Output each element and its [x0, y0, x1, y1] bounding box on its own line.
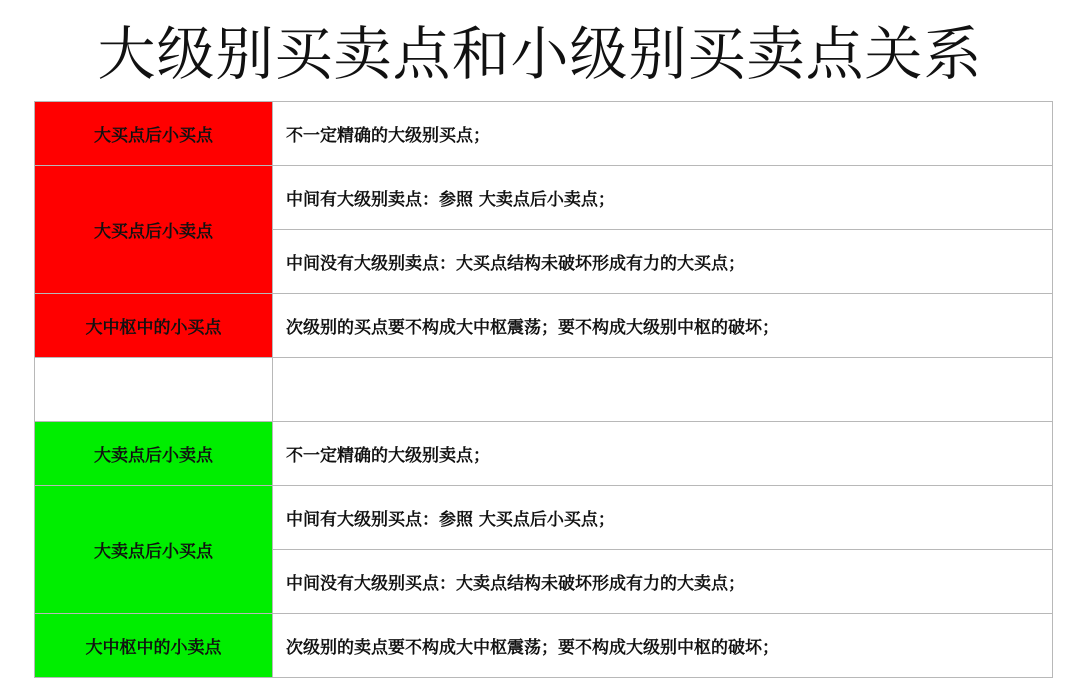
- table-row: [35, 102, 1053, 166]
- page-title: 大级别买卖点和小级别买卖点关系: [97, 20, 983, 88]
- row-description: 次级别的买点要不构成大中枢震荡；要不构成大级别中枢的破坏；: [273, 294, 1053, 358]
- table-row-separator: [35, 358, 1053, 422]
- blank-cell: [35, 358, 273, 422]
- row-label-big-buy-small-buy: 大买点后小买点: [35, 102, 273, 166]
- row-label-big-sell-small-buy: 大卖点后小买点: [35, 486, 273, 614]
- row-label-big-buy-small-sell: 大买点后小卖点: [35, 166, 273, 294]
- row-label-big-sell-small-sell: 大卖点后小卖点: [35, 422, 273, 486]
- table-row: [35, 294, 1053, 358]
- table-row: [35, 486, 1053, 550]
- row-label-pivot-small-sell: 大中枢中的小卖点: [35, 614, 273, 678]
- buy-sell-relation-table: [34, 101, 1053, 678]
- blank-cell: [273, 358, 1053, 422]
- row-description: 中间有大级别买点：参照 大买点后小买点；: [273, 486, 1053, 550]
- row-description: 中间有大级别卖点：参照 大卖点后小卖点；: [273, 166, 1053, 230]
- row-description: 不一定精确的大级别买点；: [273, 102, 1053, 166]
- row-label-pivot-small-buy: 大中枢中的小买点: [35, 294, 273, 358]
- row-description: 次级别的卖点要不构成大中枢震荡；要不构成大级别中枢的破坏；: [273, 614, 1053, 678]
- table-row: [35, 422, 1053, 486]
- row-description: 中间没有大级别买点：大卖点结构未破坏形成有力的大卖点；: [273, 550, 1053, 614]
- table-row: [35, 166, 1053, 230]
- row-description: 不一定精确的大级别卖点；: [273, 422, 1053, 486]
- table-row: [35, 614, 1053, 678]
- row-description: 中间没有大级别卖点：大买点结构未破坏形成有力的大买点；: [273, 230, 1053, 294]
